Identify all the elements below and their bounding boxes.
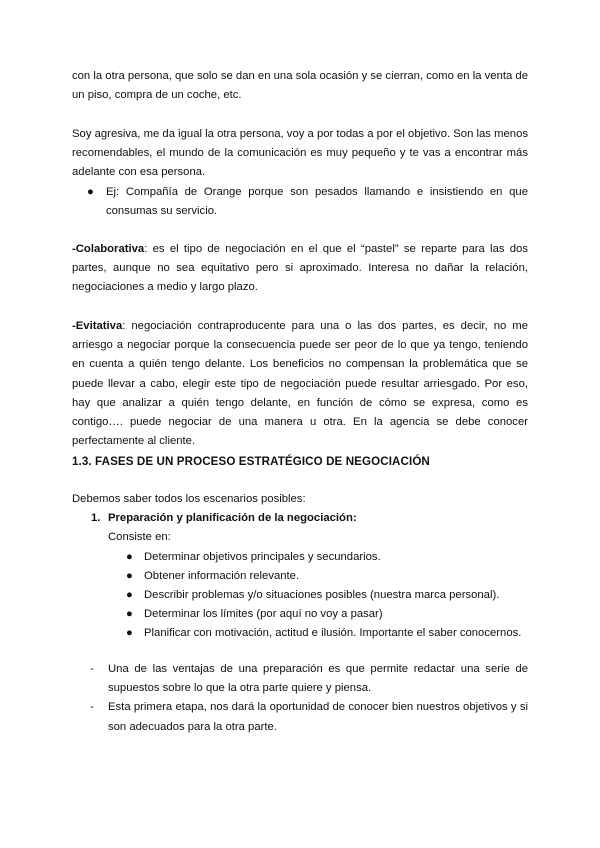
colaborativa-paragraph bbox=[72, 240, 528, 298]
dash-item-text: Esta primera etapa, nos dará la oportunidad de conocer bien nuestros objetivos y si son adecuados para la otra parte. bbox=[108, 701, 528, 733]
colaborativa-text: : es el tipo de negociación en el que el “pastel” se reparte para las dos partes, aunque no sea equitativo pero si aproximado. Interesa no dañar la relación, negociaciones a medio y largo plazo. bbox=[72, 243, 528, 294]
consiste-label: Consiste en: bbox=[108, 531, 171, 544]
agresiva-example-text: Ej: Compañía de Orange porque son pesados llamando e insistiendo en que consumas su servicio. bbox=[106, 185, 528, 217]
agresiva-example-bullet bbox=[72, 183, 528, 221]
bullet-icon: ● bbox=[126, 627, 133, 640]
evitativa-text: : negociación contraproducente para una o las dos partes, es decir, no me arriesgo a negociar porque la consecuencia puede ser peor de lo que ya tengo, teniendo en cuenta a quién tengo delante. Los beneficios no compensan la problemática que se puede llevar a cabo, elegir este tipo de negociación puede resultar arriesgado. Por eso, hay que analizar a quién tengo delante, en función de cómo se expresa, como es contigo…. puede negociar de una manera u otra. En la agencia se debe conocer perfectamente al cliente. bbox=[72, 320, 528, 448]
list-item-text: Describir problemas y/o situaciones posibles (nuestra marca personal). bbox=[144, 589, 500, 602]
bullet-icon: ● bbox=[87, 185, 94, 198]
bullet-icon: ● bbox=[126, 569, 133, 582]
dash-list bbox=[72, 660, 528, 737]
list-item bbox=[126, 586, 528, 605]
dash-marker: - bbox=[90, 663, 94, 675]
dash-item bbox=[72, 660, 528, 698]
colaborativa-label: -Colaborativa bbox=[72, 243, 145, 255]
intro-paragraph: con la otra persona, que solo se dan en una sola ocasión y se cierran, como en la venta de un piso, compra de un coche, etc. bbox=[72, 70, 528, 102]
dash-item-text: Una de las ventajas de una preparación es que permite redactar una serie de supuestos sobre lo que la otra parte quiere y piensa. bbox=[108, 663, 528, 695]
evitativa-paragraph bbox=[72, 317, 528, 451]
list-item-text: Determinar objetivos principales y secundarios. bbox=[144, 550, 381, 563]
bullet-icon: ● bbox=[126, 550, 133, 563]
phases-section bbox=[72, 490, 528, 644]
list-item bbox=[126, 605, 528, 624]
list-item bbox=[126, 624, 528, 643]
list-item-text: Obtener información relevante. bbox=[144, 569, 300, 582]
item-title: Preparación y planificación de la negociación: bbox=[108, 512, 357, 525]
bullet-icon: ● bbox=[126, 608, 133, 621]
list-item bbox=[126, 548, 528, 567]
list-item-text: Planificar con motivación, actitud e ilusión. Importante el saber conocernos. bbox=[144, 627, 522, 640]
dash-item bbox=[72, 698, 528, 736]
bullet-icon: ● bbox=[126, 589, 133, 602]
list-item bbox=[126, 567, 528, 586]
agresiva-paragraph: Soy agresiva, me da igual la otra persona, voy a por todas a por el objetivo. Son las menos recomendables, el mundo de la comunicación es muy pequeño y te vas a encontrar más adelante con esa persona. bbox=[72, 128, 528, 179]
phases-intro: Debemos saber todos los escenarios posibles: bbox=[72, 493, 306, 505]
preparation-bullet-list bbox=[72, 548, 528, 644]
evitativa-label: -Evitativa bbox=[72, 320, 123, 332]
item-number: 1. bbox=[91, 512, 101, 525]
dash-marker: - bbox=[90, 701, 94, 714]
agresiva-section bbox=[72, 125, 528, 221]
list-item-text: Determinar los límites (por aquí no voy a pasar) bbox=[144, 608, 383, 621]
numbered-item-1 bbox=[72, 509, 528, 528]
section-heading: 1.3. FASES DE UN PROCESO ESTRATÉGICO DE NEGOCIACIÓN bbox=[72, 455, 430, 468]
